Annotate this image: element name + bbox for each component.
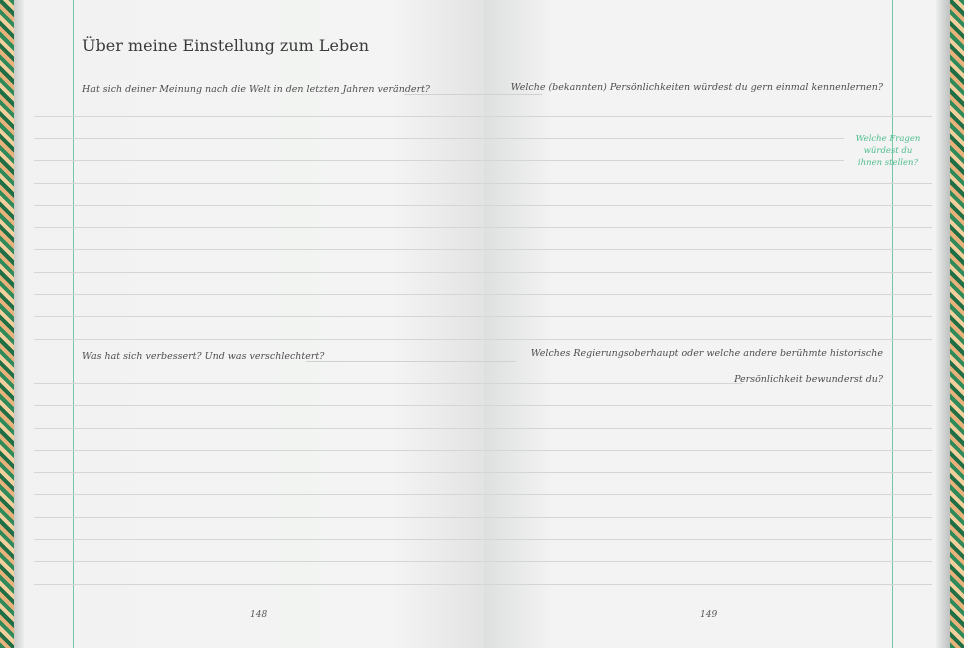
ruled-line (34, 138, 844, 139)
ruled-line (34, 116, 932, 117)
left-margin-line (73, 0, 74, 648)
ruled-line (34, 517, 932, 518)
decorative-border-right (950, 0, 964, 648)
right-page (484, 0, 936, 648)
page-title: Über meine Einstellung zum Leben (82, 36, 370, 55)
ruled-line (34, 561, 932, 562)
right-margin-line (892, 0, 893, 648)
answer-line (306, 361, 516, 362)
question-better-worse: Was hat sich verbessert? Und was verschlechtert? (82, 351, 325, 362)
decorative-border-left (0, 0, 14, 648)
question-world-changed: Hat sich deiner Meinung nach die Welt in den letzten Jahren verändert? (82, 84, 430, 95)
ruled-line (34, 227, 932, 228)
question-personalities: Welche (bekannten) Persönlichkeiten würdest du gern einmal kennenlernen? (510, 82, 883, 93)
ruled-line (34, 539, 932, 540)
page-stack-edge-left (14, 0, 24, 648)
ruled-line (34, 160, 844, 161)
ruled-line (34, 339, 932, 340)
ruled-line (34, 584, 932, 585)
side-note-questions: Welche Fragen würdest du ihnen stellen? (855, 134, 921, 168)
page-number-right: 149 (700, 610, 718, 620)
question-head-of-state: Welches Regierungsoberhaupt oder welche andere berühmte historische (530, 348, 883, 359)
ruled-line (34, 272, 932, 273)
ruled-line (34, 205, 932, 206)
ruled-line (34, 494, 932, 495)
ruled-line (34, 183, 932, 184)
ruled-line (34, 294, 932, 295)
page-number-left: 148 (250, 610, 268, 620)
ruled-line (34, 383, 742, 384)
ruled-line (34, 472, 932, 473)
ruled-line (34, 405, 932, 406)
ruled-line (34, 249, 932, 250)
ruled-line (34, 428, 932, 429)
ruled-line (34, 450, 932, 451)
left-page (24, 0, 484, 648)
page-stack-edge-right (936, 0, 950, 648)
ruled-line (34, 316, 932, 317)
question-admire: Persönlichkeit bewunderst du? (734, 374, 883, 385)
